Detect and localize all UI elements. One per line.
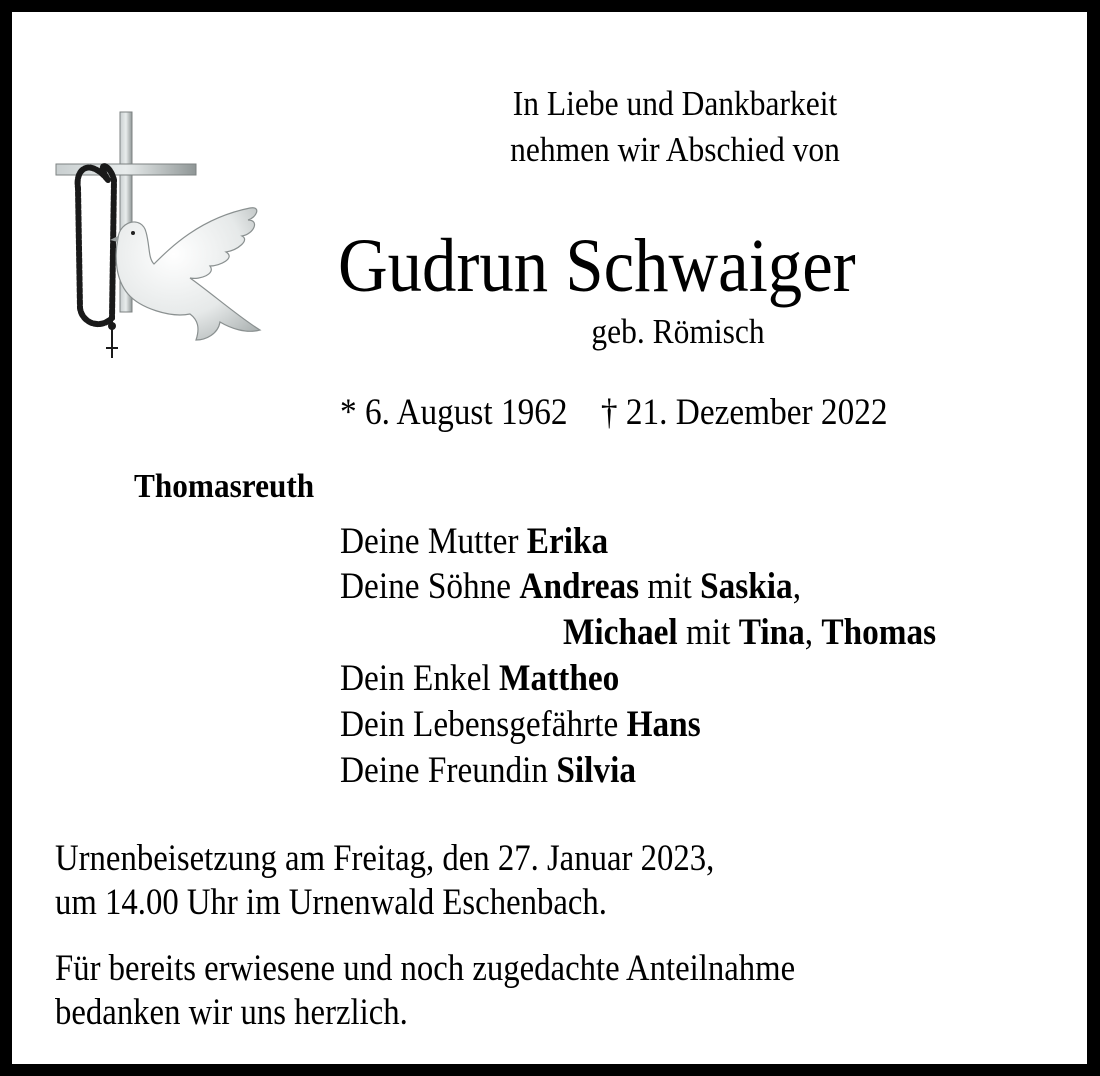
- relative-name: Thomas: [821, 612, 937, 653]
- family-row: [340, 752, 636, 789]
- intro-line-1: In Liebe und Dankbarkeit: [512, 84, 838, 123]
- family-row: [563, 614, 936, 651]
- connector-text: mit: [677, 612, 739, 653]
- thanks-line-1: Für bereits erwiesene und noch zugedachte Anteilnahme: [55, 948, 796, 989]
- funeral-line-2: um 14.00 Uhr im Urnenwald Eschenbach.: [55, 882, 607, 923]
- funeral-line-1: Urnenbeisetzung am Freitag, den 27. Januar 2023,: [55, 838, 715, 879]
- death-symbol: †: [600, 392, 618, 433]
- relation-label: Deine Mutter: [340, 521, 527, 562]
- relation-label: Deine Freundin: [340, 750, 557, 791]
- relative-name: Andreas: [519, 566, 640, 607]
- death-date: 21. Dezember 2022: [625, 392, 888, 433]
- relation-label: Dein Enkel: [340, 658, 500, 699]
- punctuation: ,: [804, 612, 822, 653]
- family-row: [340, 568, 801, 605]
- thanks-line-2: bedanken wir uns herzlich.: [55, 992, 408, 1033]
- life-dates: [340, 394, 888, 431]
- relation-label: Dein Lebensgefährte: [340, 704, 627, 745]
- relative-name: Hans: [626, 704, 701, 745]
- relation-label: Deine Söhne: [340, 566, 520, 607]
- maiden-name: geb. Römisch: [591, 312, 765, 351]
- family-row: [340, 706, 701, 743]
- relative-name: Tina: [738, 612, 805, 653]
- intro-line-2: nehmen wir Abschied von: [510, 130, 840, 169]
- place-label: Thomasreuth: [134, 468, 315, 505]
- family-row: [340, 660, 619, 697]
- relative-name: Erika: [526, 521, 609, 562]
- connector-text: mit: [639, 566, 701, 607]
- birth-date: 6. August 1962: [364, 392, 568, 433]
- birth-symbol: *: [340, 392, 357, 433]
- relative-name: Saskia: [700, 566, 793, 607]
- cross-rosary-dove-icon: [50, 108, 270, 368]
- relative-name: Michael: [563, 612, 678, 653]
- family-row: [340, 523, 608, 560]
- punctuation: ,: [792, 566, 802, 607]
- deceased-name: Gudrun Schwaiger: [338, 224, 856, 308]
- relative-name: Mattheo: [499, 658, 620, 699]
- relative-name: Silvia: [556, 750, 636, 791]
